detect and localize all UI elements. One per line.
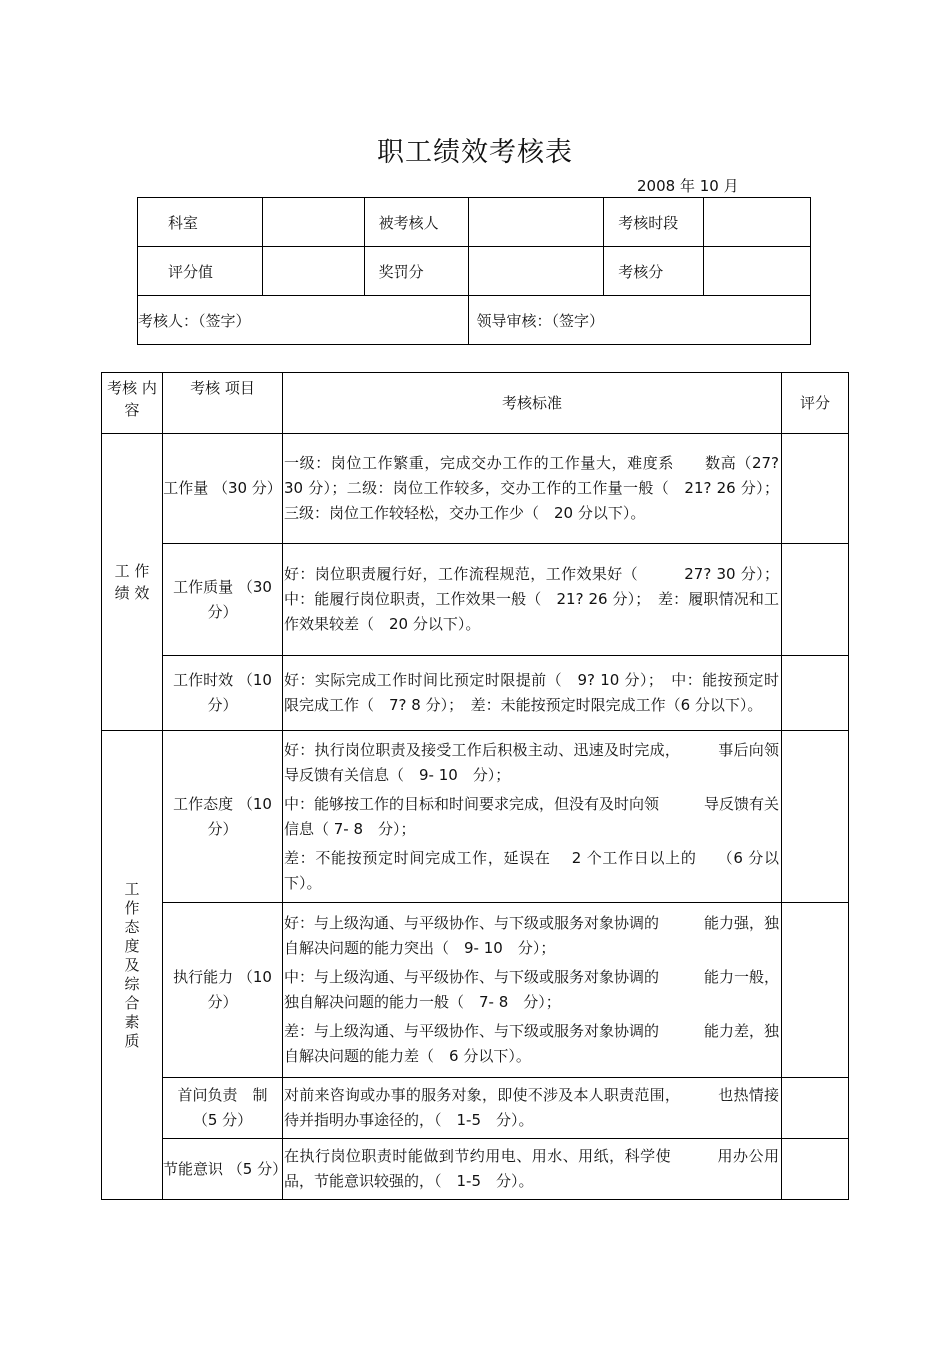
- score-cell[interactable]: [782, 434, 849, 544]
- reward-penalty-label: 奖罚分: [364, 247, 468, 296]
- score-cell[interactable]: [782, 903, 849, 1078]
- table-row: [102, 656, 849, 731]
- header-row: [102, 373, 849, 434]
- header-standard: 考核标准: [283, 373, 782, 434]
- assessment-score-cell[interactable]: [704, 247, 811, 296]
- item-name: 工作态度 （10 分）: [163, 731, 283, 903]
- header-content: 考核 内容: [102, 373, 163, 434]
- table-row: [102, 544, 849, 656]
- page-title: 职工绩效考核表: [377, 137, 573, 168]
- item-name: 工作时效 （10 分）: [163, 656, 283, 731]
- score-value-label: 评分值: [138, 247, 263, 296]
- standard-text: 中：能够按工作的目标和时间要求完成，但没有及时向领 导反馈有关信息（ 7- 8 分）；: [284, 794, 780, 838]
- item-name: 工作量 （30 分）: [163, 434, 283, 544]
- score-cell[interactable]: [782, 731, 849, 903]
- item-name: 工作质量 （30 分）: [163, 544, 283, 656]
- form-date: 2008 年 10 月: [637, 177, 739, 195]
- header-score: 评分: [782, 373, 849, 434]
- item-standard: [283, 1139, 782, 1200]
- dept-label: 科室: [138, 198, 263, 247]
- item-name: 节能意识 （5 分）: [163, 1139, 283, 1200]
- standard-text: 好：与上级沟通、与平级协作、与下级或服务对象协调的 能力强，独自解决问题的能力突出（ 9- 10 分）；: [284, 914, 780, 957]
- table-row: [102, 903, 849, 1078]
- summary-table: [137, 197, 811, 345]
- standard-text: 一级：岗位工作繁重，完成交办工作的工作量大，难度系 数高（27? 30 分）；二级：岗位工作较多，交办工作的工作量一般（ 21? 26 分）；三级：岗位工作较轻松，交办工作少（ 20 分以下）。: [284, 454, 779, 522]
- table-row: [102, 731, 849, 903]
- item-standard: [283, 656, 782, 731]
- dept-value[interactable]: [262, 198, 364, 247]
- item-standard: [283, 434, 782, 544]
- item-standard: [283, 903, 782, 1078]
- score-cell[interactable]: [782, 1139, 849, 1200]
- standard-text: 好：岗位职责履行好，工作流程规范，工作效果好（ 27? 30 分）；中：能履行岗位职责，工作效果一般（ 21? 26 分）； 差：履职情况和工作效果较差（ 20 分以下）。: [284, 565, 779, 633]
- score-cell[interactable]: [782, 656, 849, 731]
- assessor-signature[interactable]: 考核人：（签字）: [138, 296, 469, 345]
- period-value[interactable]: [704, 198, 811, 247]
- standard-text: 差：不能按预定时间完成工作，延误在 2 个工作日以上的 （6 分以下）。: [284, 848, 779, 892]
- item-standard: [283, 731, 782, 903]
- standard-text: 好：执行岗位职责及接受工作后积极主动、迅速及时完成， 事后向领导反馈有关信息（ 9- 10 分）；: [284, 740, 779, 784]
- reward-penalty-cell[interactable]: [468, 247, 604, 296]
- standard-text: 好：实际完成工作时间比预定时限提前（ 9? 10 分）； 中：能按预定时限完成工作（ 7? 8 分）； 差：未能按预定时限完成工作（6 分以下）。: [284, 671, 779, 714]
- assessee-label: 被考核人: [364, 198, 468, 247]
- item-name: 首问负责 制 （5 分）: [163, 1078, 283, 1139]
- item-standard: [283, 544, 782, 656]
- score-value-cell[interactable]: [262, 247, 364, 296]
- standard-text: 对前来咨询或办事的服务对象，即使不涉及本人职责范围， 也热情接待并指明办事途径的，（ 1-5 分）。: [284, 1086, 779, 1129]
- leader-signature[interactable]: 领导审核：（签字）: [468, 296, 810, 345]
- table-row: [102, 1139, 849, 1200]
- standard-text: 在执行岗位职责时能做到节约用电、用水、用纸，科学使 用办公用品，节能意识较强的，（ 1-5 分）。: [284, 1147, 779, 1190]
- category-performance: 工 作 绩 效: [102, 434, 163, 731]
- score-cell[interactable]: [782, 1078, 849, 1139]
- criteria-table: [101, 372, 849, 1200]
- item-name: 执行能力 （10 分）: [163, 903, 283, 1078]
- item-standard: [283, 1078, 782, 1139]
- assessee-value[interactable]: [468, 198, 604, 247]
- header-item: 考核 项目: [163, 373, 283, 434]
- assessment-score-label: 考核分: [604, 247, 704, 296]
- score-cell[interactable]: [782, 544, 849, 656]
- table-row: [102, 434, 849, 544]
- standard-text: 中：与上级沟通、与平级协作、与下级或服务对象协调的 能力一般，独自解决问题的能力一般（ 7- 8 分）；: [284, 968, 780, 1011]
- category-attitude: 工作态度及综合素质: [102, 731, 163, 1200]
- period-label: 考核时段: [604, 198, 704, 247]
- table-row: [102, 1078, 849, 1139]
- standard-text: 差：与上级沟通、与平级协作、与下级或服务对象协调的 能力差，独自解决问题的能力差（ 6 分以下）。: [284, 1022, 780, 1065]
